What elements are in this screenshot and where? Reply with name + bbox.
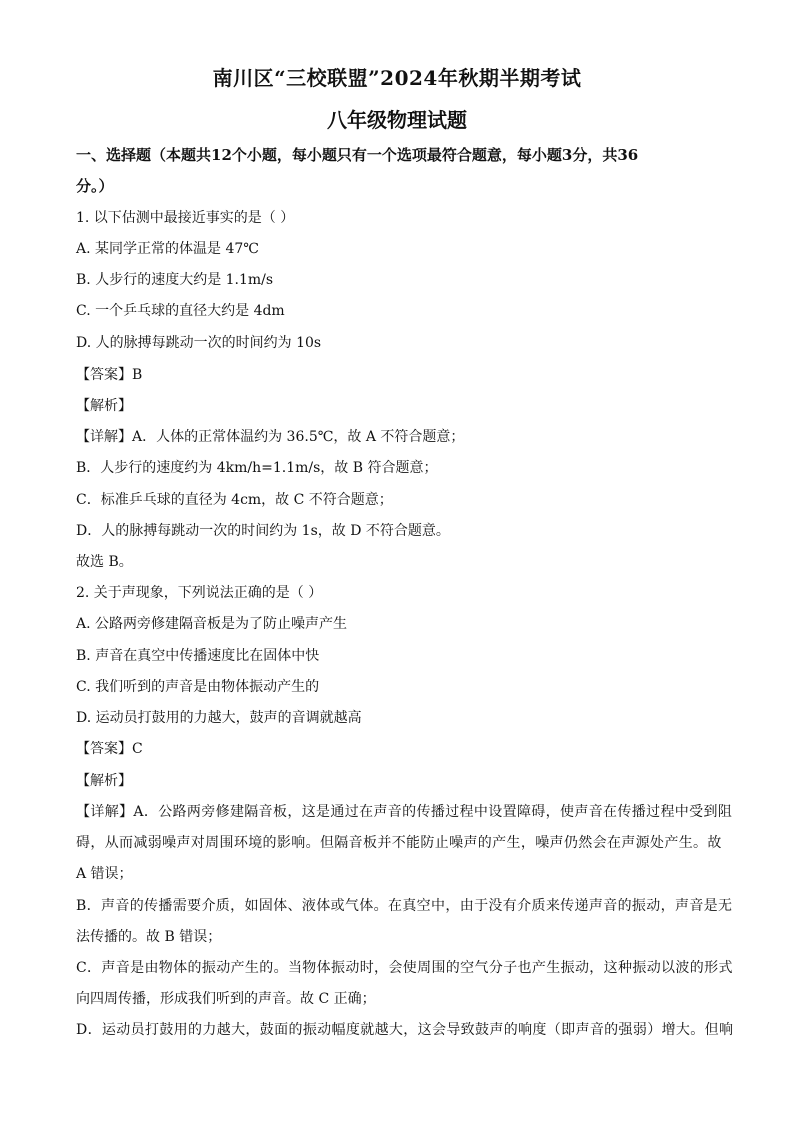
question-2-stem: 2. 关于声现象，下列说法正确的是（ ）: [76, 585, 323, 601]
question-1-stem: 1. 以下估测中最接近事实的是（ ）: [76, 210, 295, 226]
question-1-detail-line: D．人的脉搏每跳动一次的时间约为 1s，故 D 不符合题意。: [76, 523, 450, 539]
question-2-detail-line: B．声音的传播需要介质，如固体、液体或气体。在真空中，由于没有介质来传递声音的振动，声音是无: [76, 898, 733, 914]
exam-subtitle: 八年级物理试题: [327, 108, 467, 132]
question-1-option-d: D. 人的脉搏每跳动一次的时间约为 10s: [76, 335, 322, 351]
question-1-detail-line: B．人步行的速度约为 4km/h=1.1m/s，故 B 符合题意；: [76, 460, 438, 476]
question-1-answer: 【答案】B: [76, 367, 143, 383]
question-1-option-a: A. 某同学正常的体温是 47℃: [76, 241, 259, 257]
question-2-detail-line: D．运动员打鼓用的力越大，鼓面的振动幅度就越大，这会导致鼓声的响度（即声音的强弱）增大。但响: [76, 1022, 734, 1038]
question-1-option-b: B. 人步行的速度大约是 1.1m/s: [76, 272, 274, 288]
question-2-option-b: B. 声音在真空中传播速度比在固体中快: [76, 648, 320, 664]
section-heading-line-1: 一、选择题（本题共12个小题，每小题只有一个选项最符合题意，每小题3分，共36: [76, 146, 639, 164]
exam-title: 南川区“三校联盟”2024年秋期半期考试: [212, 66, 582, 90]
question-2-answer: 【答案】C: [76, 741, 143, 757]
question-2-analysis-label: 【解析】: [76, 773, 132, 789]
question-2-detail-line: 【详解】A．公路两旁修建隔音板，这是通过在声音的传播过程中设置障碍，使声音在传播过程中受到阻: [76, 804, 733, 820]
question-2-option-a: A. 公路两旁修建隔音板是为了防止噪声产生: [76, 616, 348, 632]
question-2-detail-line: C．声音是由物体的振动产生的。当物体振动时，会使周围的空气分子也产生振动，这种振动以波的形式: [76, 960, 733, 976]
question-2-detail-line: A 错误；: [76, 866, 133, 882]
question-1-detail-line: 【详解】A．人体的正常体温约为 36.5℃，故 A 不符合题意；: [76, 429, 465, 445]
question-2-option-c: C. 我们听到的声音是由物体振动产生的: [76, 679, 320, 695]
question-1-detail-line: C．标准乒乓球的直径为 4cm，故 C 不符合题意；: [76, 492, 393, 508]
question-1-conclusion: 故选 B。: [76, 554, 133, 570]
question-1-analysis-label: 【解析】: [76, 398, 132, 414]
question-2-detail-line: 碍，从而减弱噪声对周围环境的影响。但隔音板并不能防止噪声的产生，噪声仍然会在声源处产生。故: [76, 835, 722, 851]
question-2-detail-line: 法传播的。故 B 错误；: [76, 929, 222, 945]
question-1-option-c: C. 一个乒乓球的直径大约是 4dm: [76, 303, 285, 319]
question-2-option-d: D. 运动员打鼓用的力越大，鼓声的音调就越高: [76, 710, 362, 726]
question-2-detail-line: 向四周传播，形成我们听到的声音。故 C 正确；: [76, 991, 376, 1007]
section-heading-line-2: 分。）: [76, 177, 114, 195]
